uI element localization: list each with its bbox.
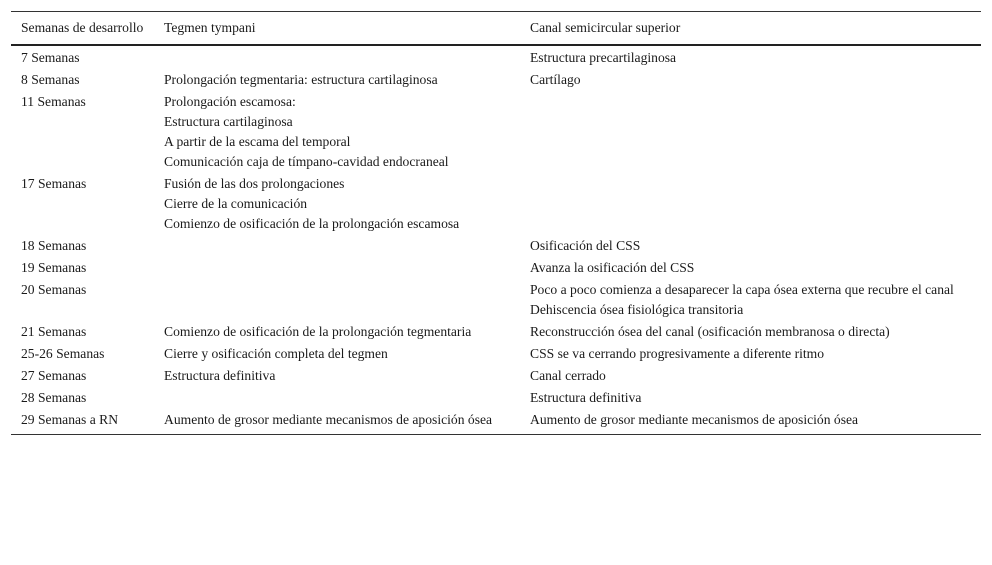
tegmen-line: Cierre y osificación completa del tegmen — [164, 346, 388, 361]
tegmen-line: Cierre de la comunicación — [164, 196, 308, 211]
canal-cell — [520, 173, 981, 235]
tegmen-cell — [154, 91, 520, 173]
week-cell: 27 Semanas — [21, 368, 87, 383]
tegmen-cell — [154, 257, 520, 279]
table-row — [11, 387, 981, 409]
canal-line: Aumento de grosor mediante mecanismos de aposición ósea — [530, 412, 859, 427]
tegmen-line: Comienzo de osificación de la prolongación tegmentaria — [164, 324, 472, 339]
canal-line: Poco a poco comienza a desaparecer la capa ósea externa que recubre el canal — [530, 282, 954, 297]
table-row — [11, 257, 981, 279]
tegmen-cell — [154, 409, 520, 435]
table-row — [11, 91, 981, 173]
tegmen-line: Prolongación escamosa: — [164, 94, 296, 109]
week-cell: 8 Semanas — [21, 72, 80, 87]
table-row — [11, 173, 981, 235]
table-row — [11, 409, 981, 435]
week-cell: 20 Semanas — [21, 282, 87, 297]
table-row — [11, 343, 981, 365]
week-cell: 7 Semanas — [21, 50, 80, 65]
canal-line: Osificación del CSS — [530, 238, 641, 253]
tegmen-cell — [154, 279, 520, 321]
week-cell: 17 Semanas — [21, 176, 87, 191]
table-header — [11, 12, 981, 46]
canal-cell — [520, 321, 981, 343]
canal-line: Dehiscencia ósea fisiológica transitoria — [530, 302, 744, 317]
tegmen-cell — [154, 343, 520, 365]
table-body — [11, 45, 981, 435]
canal-line: Avanza la osificación del CSS — [530, 260, 695, 275]
tegmen-cell — [154, 173, 520, 235]
header-row — [11, 12, 981, 46]
canal-cell — [520, 279, 981, 321]
canal-line: Estructura precartilaginosa — [530, 50, 677, 65]
canal-line: Reconstrucción ósea del canal (osificación membranosa o directa) — [530, 324, 890, 339]
tegmen-cell — [154, 69, 520, 91]
canal-cell — [520, 343, 981, 365]
tegmen-line: A partir de la escama del temporal — [164, 134, 351, 149]
week-cell: 25-26 Semanas — [21, 346, 105, 361]
table-row — [11, 321, 981, 343]
header-weeks: Semanas de desarrollo — [11, 12, 154, 46]
canal-cell — [520, 387, 981, 409]
development-table-container — [11, 11, 981, 435]
tegmen-cell — [154, 321, 520, 343]
tegmen-line: Estructura cartilaginosa — [164, 114, 293, 129]
table-row — [11, 235, 981, 257]
canal-line: Estructura definitiva — [530, 390, 642, 405]
table-row — [11, 45, 981, 69]
canal-cell — [520, 91, 981, 173]
canal-line: Cartílago — [530, 72, 581, 87]
canal-cell — [520, 365, 981, 387]
week-cell: 19 Semanas — [21, 260, 87, 275]
header-superior-semicircular-canal: Canal semicircular superior — [520, 12, 981, 46]
tegmen-line: Prolongación tegmentaria: estructura cartilaginosa — [164, 72, 438, 87]
tegmen-cell — [154, 365, 520, 387]
week-cell: 18 Semanas — [21, 238, 87, 253]
canal-cell — [520, 409, 981, 435]
tegmen-line: Estructura definitiva — [164, 368, 276, 383]
tegmen-cell — [154, 387, 520, 409]
table-row — [11, 279, 981, 321]
header-tegmen-tympani: Tegmen tympani — [154, 12, 520, 46]
canal-cell — [520, 257, 981, 279]
table-row — [11, 365, 981, 387]
tegmen-cell — [154, 235, 520, 257]
tegmen-line: Aumento de grosor mediante mecanismos de aposición ósea — [164, 412, 493, 427]
canal-line: Canal cerrado — [530, 368, 606, 383]
tegmen-line: Comienzo de osificación de la prolongación escamosa — [164, 216, 460, 231]
week-cell: 28 Semanas — [21, 390, 87, 405]
canal-cell — [520, 45, 981, 69]
tegmen-line: Comunicación caja de tímpano-cavidad endocraneal — [164, 154, 449, 169]
canal-cell — [520, 69, 981, 91]
week-cell: 11 Semanas — [21, 94, 86, 109]
week-cell: 21 Semanas — [21, 324, 87, 339]
development-table — [11, 11, 981, 435]
tegmen-line: Fusión de las dos prolongaciones — [164, 176, 345, 191]
week-cell: 29 Semanas a RN — [11, 409, 154, 435]
tegmen-cell — [154, 45, 520, 69]
canal-line: CSS se va cerrando progresivamente a diferente ritmo — [530, 346, 825, 361]
canal-cell — [520, 235, 981, 257]
table-row — [11, 69, 981, 91]
